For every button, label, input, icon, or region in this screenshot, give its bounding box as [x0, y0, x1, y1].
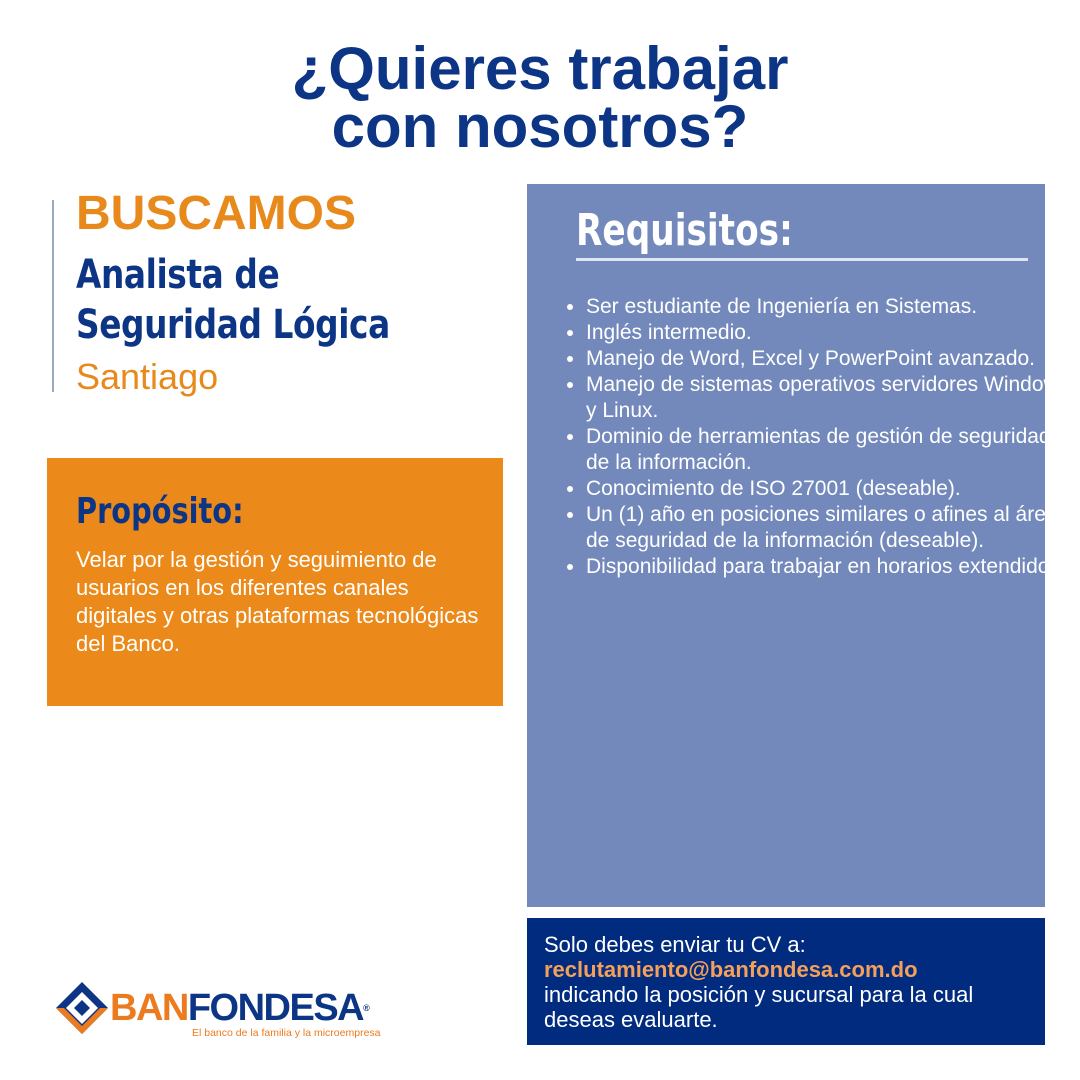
- logo-tagline: El banco de la familia y la microempresa: [192, 1027, 381, 1039]
- purpose-title: Propósito:: [76, 491, 244, 532]
- requirements-title: Requisitos:: [576, 205, 793, 256]
- requirement-item: • Inglés intermedio.: [586, 320, 1076, 346]
- headline-line-2: con nosotros?: [331, 93, 749, 160]
- position-title-line-1: Analista de: [76, 252, 280, 298]
- buscamos-label: BUSCAMOS: [76, 187, 357, 240]
- purpose-description: Velar por la gestión y seguimiento de usuarios en los diferentes canales digitales y otras plataformas tecnológicas del Banco.: [76, 547, 479, 656]
- logo-wordmark: [110, 986, 370, 1030]
- location-text: Santiago: [76, 356, 219, 397]
- headline: [0, 35, 1080, 160]
- purpose-panel: [47, 458, 503, 706]
- logo-registered-mark: ®: [363, 1003, 370, 1013]
- logo-ban: BAN: [110, 987, 188, 1029]
- requirement-item: • Manejo de Word, Excel y PowerPoint avanzado.: [586, 346, 1076, 372]
- banfondesa-logo: [54, 980, 384, 1044]
- position-title-line-2: Seguridad Lógica: [76, 302, 390, 348]
- requirement-item: • Conocimiento de ISO 27001 (deseable).: [586, 476, 1076, 502]
- contact-text: [544, 932, 1034, 1032]
- logo-fondesa: FONDESA: [187, 987, 364, 1029]
- requirement-item: • Ser estudiante de Ingeniería en Sistemas.: [586, 294, 1076, 320]
- banfondesa-diamond-icon: [54, 980, 110, 1036]
- requirements-underline: [576, 258, 1028, 261]
- headline-line-1: ¿Quieres trabajar: [291, 35, 789, 102]
- position-title: [76, 250, 390, 350]
- requirement-item: • Un (1) año en posiciones similares o afines al área de seguridad de la información (deseable).: [586, 502, 1076, 554]
- contact-outro: indicando la posición y sucursal para la cual deseas evaluarte.: [544, 982, 974, 1032]
- contact-intro: Solo debes enviar tu CV a:: [544, 932, 806, 957]
- requirements-panel: [527, 184, 1070, 907]
- requirement-item: • Manejo de sistemas operativos servidores Windows y Linux.: [586, 372, 1076, 424]
- contact-email-link[interactable]: reclutamiento@banfondesa.com.do: [544, 957, 918, 982]
- requirement-item: • Disponibilidad para trabajar en horarios extendidos.: [586, 554, 1076, 580]
- requirements-list: [547, 294, 1076, 580]
- requirement-item: • Dominio de herramientas de gestión de seguridad de la información.: [586, 424, 1076, 476]
- contact-panel: [527, 918, 1045, 1045]
- vertical-divider: [52, 200, 54, 392]
